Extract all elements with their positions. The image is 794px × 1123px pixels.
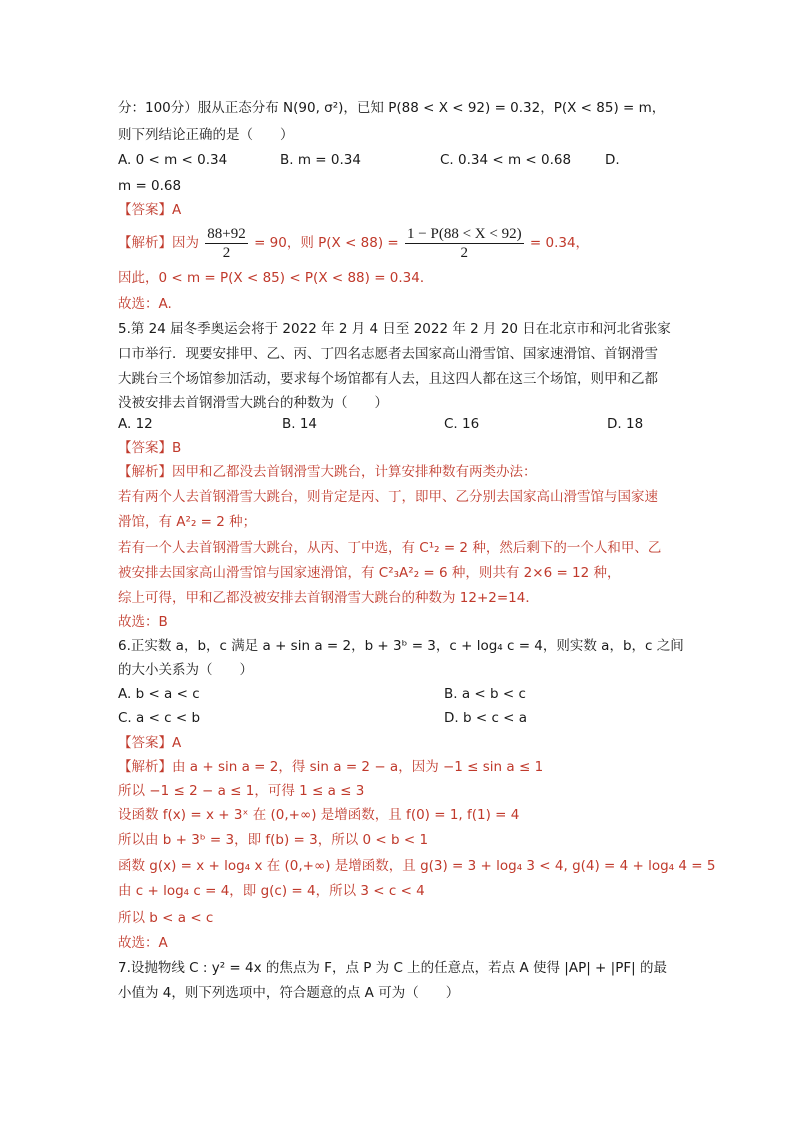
q6-explanation-line-1: 【解析】由 a + sin a = 2，得 sin a = 2 − a，因为 −1 ≤ sin a ≤ 1	[118, 759, 544, 775]
q5-option-b: B. 14	[282, 416, 318, 432]
q5-explanation-line-6: 综上可得，甲和乙都没被安排去首钢滑雪大跳台的种数为 12+2=14．	[118, 590, 539, 606]
q4-stem-line-2: 则下列结论正确的是（ ）	[118, 127, 294, 143]
q6-stem-line-1: 6.正实数 a，b，c 满足 a + sin a = 2，b + 3ᵇ = 3，c + log₄ c = 4，则实数 a，b，c 之间	[118, 638, 684, 654]
q4-fraction-2-denominator: 2	[460, 244, 469, 261]
q6-explanation-line-7: 所以 b < a < c	[118, 910, 214, 926]
q6-option-d: D. b < c < a	[444, 710, 528, 726]
q5-explanation-line-1: 【解析】因甲和乙都没去首钢滑雪大跳台，计算安排种数有两类办法：	[118, 464, 537, 480]
q4-fraction-1-numerator: 88+92	[207, 225, 246, 242]
q6-option-a: A. b < a < c	[118, 686, 200, 702]
q6-explanation-line-6: 由 c + log₄ c = 4，即 g(c) = 4，所以 3 < c < 4	[118, 883, 425, 899]
q4-stem-line-1: 分：100分）服从正态分布 N(90, σ²)，已知 P(88 < X < 92) = 0.32，P(X < 85) = m，	[118, 100, 666, 116]
q4-fraction-2-numerator: 1 − P(88 < X < 92)	[407, 225, 522, 242]
q4-fraction-1-denominator: 2	[222, 244, 231, 261]
q5-selection: 故选：B	[118, 614, 168, 630]
q6-stem-line-2: 的大小关系为（ ）	[118, 662, 253, 678]
q5-explanation-line-4: 若有一个人去首钢滑雪大跳台，从丙、丁中选，有 C¹₂ = 2 种，然后剩下的一个人和甲、乙	[118, 540, 662, 556]
q6-explanation-line-5: 函数 g(x) = x + log₄ x 在 (0,+∞) 是增函数，且 g(3) = 3 + log₄ 3 < 4, g(4) = 4 + log₄ 4 = 5	[118, 858, 716, 874]
q4-option-b: B. m = 0.34	[280, 152, 361, 168]
q4-explanation-mid: = 90，则 P(X < 88) =	[254, 235, 399, 251]
q4-fraction-2	[405, 225, 524, 262]
q6-option-b: B. a < b < c	[444, 686, 526, 702]
q6-option-c: C. a < c < b	[118, 710, 201, 726]
q5-explanation-line-3: 滑馆，有 A²₂ = 2 种；	[118, 514, 257, 530]
q5-stem-line-1: 5.第 24 届冬季奥运会将于 2022 年 2 月 4 日至 2022 年 2 月 20 日在北京市和河北省张家	[118, 321, 671, 337]
q6-explanation-line-4: 所以由 b + 3ᵇ = 3，即 f(b) = 3，所以 0 < b < 1	[118, 832, 429, 848]
q4-option-d: D.	[605, 152, 620, 168]
q4-explanation-end: = 0.34，	[529, 235, 590, 251]
q5-answer: 【答案】B	[118, 440, 182, 456]
q5-stem-line-2: 口市举行．现要安排甲、乙、丙、丁四名志愿者去国家高山滑雪馆、国家速滑馆、首钢滑雪	[118, 346, 658, 362]
q4-option-a: A. 0 < m < 0.34	[118, 152, 228, 168]
q4-fraction-1	[205, 225, 247, 262]
q7-stem-line-2: 小值为 4，则下列选项中，符合题意的点 A 可为（ ）	[118, 985, 460, 1001]
q4-explanation-line-2: 因此，0 < m = P(X < 85) < P(X < 88) = 0.34．	[118, 270, 434, 286]
q4-answer: 【答案】A	[118, 202, 182, 218]
q4-explanation-prefix: 【解析】因为	[118, 235, 199, 251]
q4-selection: 故选：A.	[118, 296, 172, 312]
q5-option-a: A. 12	[118, 416, 153, 432]
q5-explanation-line-2: 若有两个人去首钢滑雪大跳台，则肯定是丙、丁，即甲、乙分别去国家高山滑雪馆与国家速	[118, 489, 658, 505]
q6-explanation-line-3: 设函数 f(x) = x + 3ˣ 在 (0,+∞) 是增函数，且 f(0) = 1, f(1) = 4	[118, 807, 520, 823]
q6-answer: 【答案】A	[118, 735, 182, 751]
q4-explanation-line-1	[118, 224, 589, 264]
q6-explanation-line-2: 所以 −1 ≤ 2 − a ≤ 1，可得 1 ≤ a ≤ 3	[118, 783, 365, 799]
q4-option-d-value: m = 0.68	[118, 178, 182, 194]
q6-selection: 故选：A	[118, 935, 168, 951]
q4-option-c: C. 0.34 < m < 0.68	[440, 152, 572, 168]
q5-stem-line-3: 大跳台三个场馆参加活动，要求每个场馆都有人去，且这四人都在这三个场馆，则甲和乙都	[118, 371, 658, 387]
q5-option-d: D. 18	[607, 416, 644, 432]
q5-stem-line-4: 没被安排去首钢滑雪大跳台的种数为（ ）	[118, 395, 388, 411]
q5-explanation-line-5: 被安排去国家高山滑雪馆与国家速滑馆，有 C²₃A²₂ = 6 种，则共有 2×6 = 12 种，	[118, 565, 621, 581]
q7-stem-line-1: 7.设抛物线 C : y² = 4x 的焦点为 F，点 P 为 C 上的任意点，若点 A 使得 |AP| + |PF| 的最	[118, 960, 667, 976]
q5-option-c: C. 16	[444, 416, 480, 432]
